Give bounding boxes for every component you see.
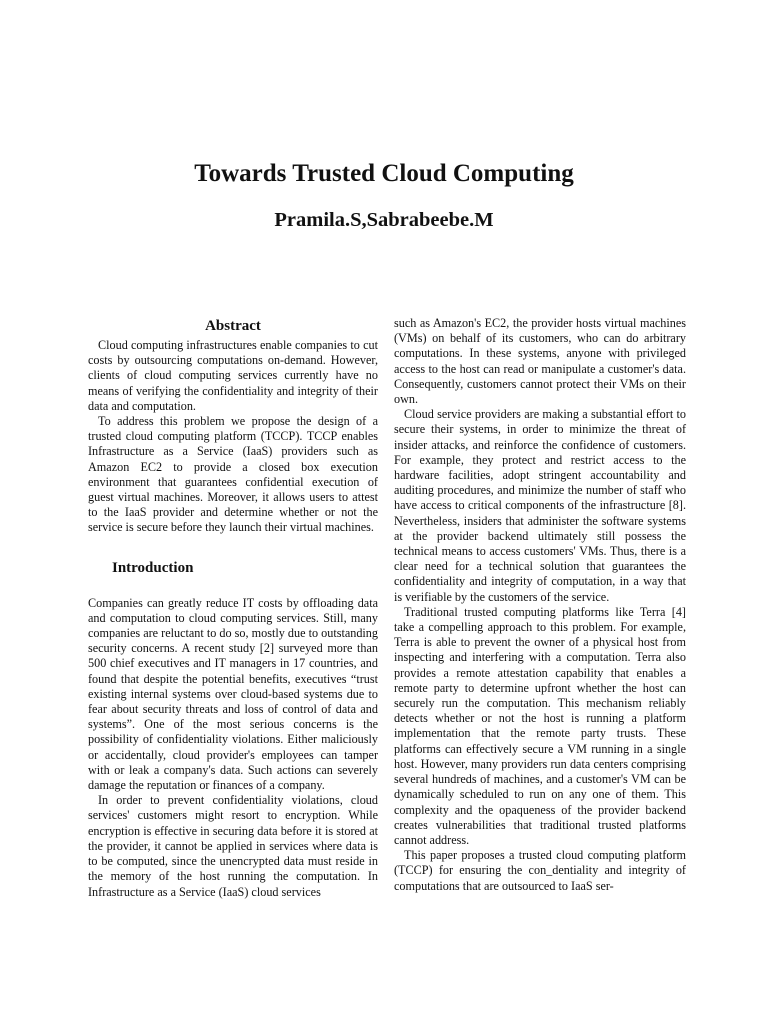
right-paragraph-1: such as Amazon's EC2, the provider hosts virtual machines (VMs) on behalf of its customers, who can do arbitrary computations. In these systems, anyone with privileged access to the host can read or manipulate a customer's data. Consequently, customers cannot protect their VMs on their own. — [394, 316, 686, 407]
left-column — [88, 316, 378, 900]
abstract-heading: Abstract — [205, 318, 261, 334]
introduction-paragraph-2: In order to prevent confidentiality violations, cloud services' customers might resort to encryption. While encryption is effective in securing data before it is stored at the provider, it cannot be applied in services where data is to be computed, since the unencrypted data must reside in the memory of the host running the computation. In Infrastructure as a Service (IaaS) cloud services — [88, 793, 378, 899]
right-paragraph-4: This paper proposes a trusted cloud computing platform (TCCP) for ensuring the con_dentiality and integrity of computations that are outsourced to IaaS ser- — [394, 848, 686, 893]
introduction-paragraph-1: Companies can greatly reduce IT costs by offloading data and computation to cloud computing services. Still, many companies are reluctant to do so, mostly due to outstanding security concerns. A recent study [2] surveyed more than 500 chief executives and IT managers in 17 countries, and found that despite the potential benefits, executives “trust existing internal systems over cloud-based systems due to fear about security threats and loss of control of data and systems”. One of the most serious concerns is the possibility of confidentiality violations. Either maliciously or accidentally, cloud provider's employees can tamper with or leak a company's data. Such actions can severely damage the reputation or finances of a company. — [88, 595, 378, 793]
introduction-heading: Introduction — [112, 559, 194, 576]
abstract-paragraph-1: Cloud computing infrastructures enable companies to cut costs by outsourcing computations on-demand. However, clients of cloud computing services currently have no means of verifying the confidentiality and integrity of their data and computation. — [88, 338, 378, 413]
right-paragraph-3: Traditional trusted computing platforms like Terra [4] take a compelling approach to this problem. For example, Terra is able to prevent the owner of a physical host from inspecting and interfering with a computation. Terra also provides a remote attestation capability that enables a remote party to determine upfront whether the host can securely run the computation. This mechanism reliably detects whether or not the host is running a platform implementation that the remote party trusts. These platforms can effectively secure a VM running in a single host. However, many providers run data centers comprising several hundreds of machines, and a customer's VM can be dynamically scheduled to run on any one of them. This complexity and the opaqueness of the provider backend creates vulnerabilities that traditional trusted platforms cannot address. — [394, 604, 686, 847]
right-column — [394, 316, 686, 894]
right-paragraph-2: Cloud service providers are making a substantial effort to secure their systems, in order to minimize the threat of insider attacks, and reinforce the confidence of customers. For example, they protect and restrict access to the hardware facilities, adopt stringent accountability and auditing procedures, and minimize the number of staff who have access to critical components of the infrastructure [8]. Nevertheless, insiders that administer the software systems at the provider backend ultimately still possess the technical means to access customers' VMs. Thus, there is a clear need for a technical solution that guarantees the confidentiality and integrity of computation, in a way that is verifiable by the customers of the service. — [394, 407, 686, 604]
paper-title: Towards Trusted Cloud Computing — [194, 160, 574, 187]
paper-authors: Pramila.S,Sabrabeebe.M — [274, 209, 494, 231]
abstract-paragraph-2: To address this problem we propose the design of a trusted cloud computing platform (TCCP). TCCP enables Infrastructure as a Service (IaaS) providers such as Amazon EC2 to provide a closed box execution environment that guarantees confidential execution of guest virtual machines. Moreover, it allows users to attest to the IaaS provider and determine whether or not the service is secure before they launch their virtual machines. — [88, 414, 378, 535]
